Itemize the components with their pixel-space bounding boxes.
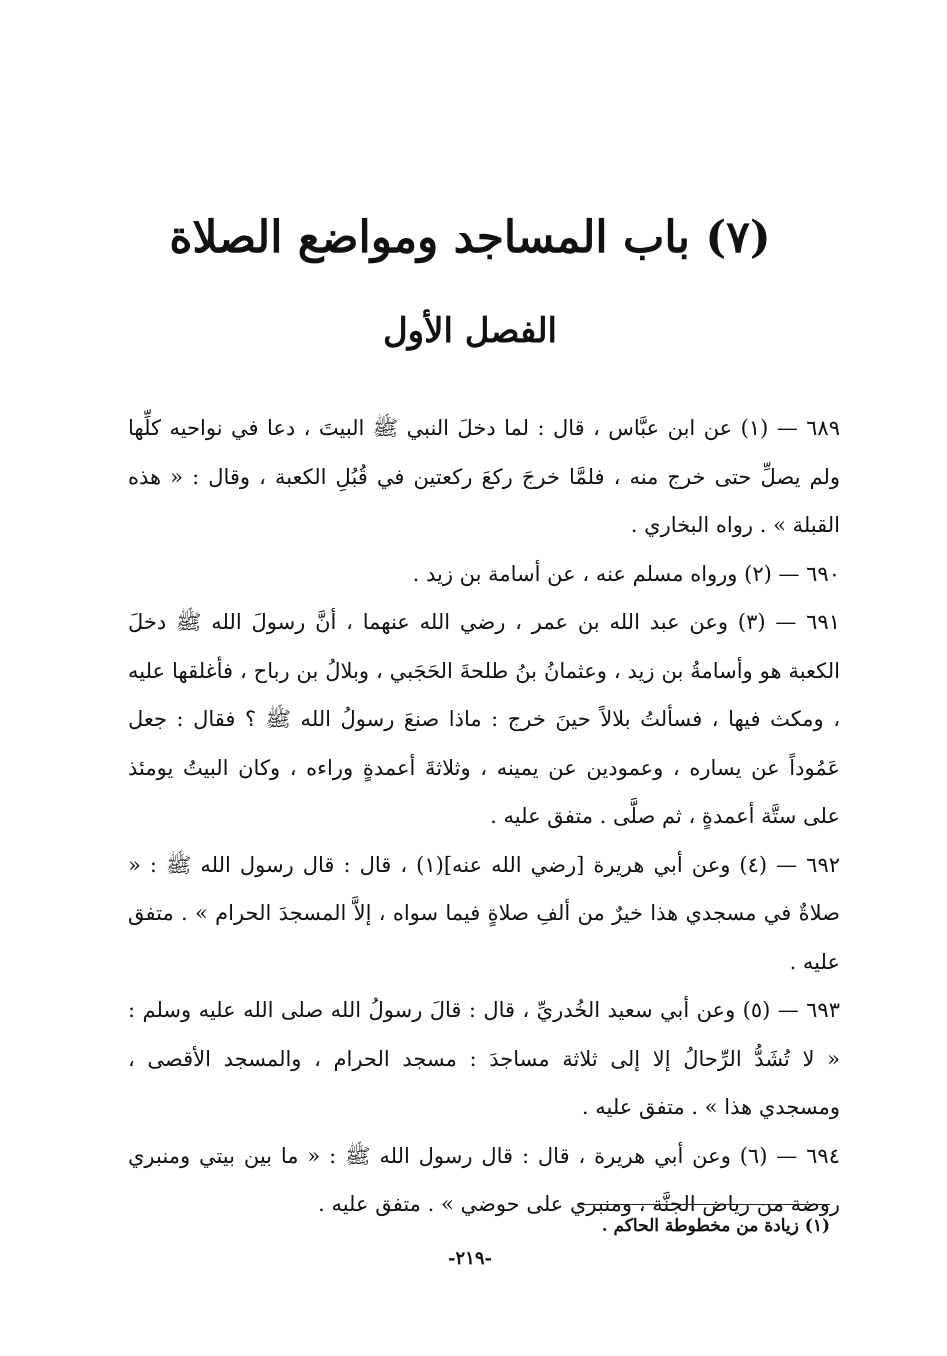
- chapter-title: (٧) باب المساجد ومواضع الصلاة: [169, 212, 771, 263]
- hadith-693: ٦٩٣ — (٥) وعن أبي سعيد الخُدريِّ ، قال : قالَ رسولُ الله صلى الله عليه وسلم : « لا تُشَدُّ الرِّحالُ إلا إلى ثلاثة مساجدَ : مسجد الحرام ، والمسجد الأقصى ، ومسجدي هذا » . متفق عليه .: [128, 998, 840, 1119]
- hadith-689: ٦٨٩ — (١) عن ابن عبَّاس ، قال : لما دخلَ النبي ﷺ البيتَ ، دعا في نواحيه كلِّها ولم يصلِّ حتى خرج منه ، فلمَّا خرجَ ركعَ ركعتين في قُبُلِ الكعبة ، وقال : « هذه القبلة » . رواه البخاري .: [128, 416, 840, 537]
- hadith-690: ٦٩٠ — (٢) ورواه مسلم عنه ، عن أسامة بن زيد .: [412, 561, 840, 586]
- footnote-divider: [580, 1204, 830, 1205]
- hadith-list: [128, 404, 840, 1229]
- footnote: (١) زيادة من مخطوطة الحاكم .: [601, 1216, 830, 1236]
- hadith-694: ٦٩٤ — (٦) وعن أبي هريرة ، قال : قال رسول الله ﷺ : « ما بين بيتي ومنبري روضة من رياض الجنَّة ، ومنبري على حوضي » . متفق عليه .: [128, 1143, 840, 1216]
- page-number: -٢١٩-: [448, 1248, 492, 1269]
- section-title: الفصل الأول: [382, 311, 558, 351]
- hadith-691: ٦٩١ — (٣) وعن عبد الله بن عمر ، رضي الله عنهما ، أنَّ رسولَ الله ﷺ دخلَ الكعبة هو وأسامةُ بن زيد ، وعثمانُ بنُ طلحةَ الحَجَبي ، وبلالُ بن رباح ، فأغلقها عليه ، ومكث فيها ، فسألتُ بلالاً حينَ خرج : ماذا صنعَ رسولُ الله ﷺ ؟ فقال : جعل عَمُوداً عن يساره ، وعمودين عن يمينه ، وثلاثةَ أعمدةٍ وراءه ، وكان البيتُ يومئذ على ستَّة أعمدةٍ ، ثم صلَّى . متفق عليه .: [128, 610, 840, 828]
- hadith-692: ٦٩٢ — (٤) وعن أبي هريرة [رضي الله عنه](١) ، قال : قال رسول الله ﷺ : « صلاةٌ في مسجدي هذا خيرٌ من ألفِ صلاةٍ فيما سواه ، إلاَّ المسجدَ الحرام » . متفق عليه .: [128, 852, 841, 974]
